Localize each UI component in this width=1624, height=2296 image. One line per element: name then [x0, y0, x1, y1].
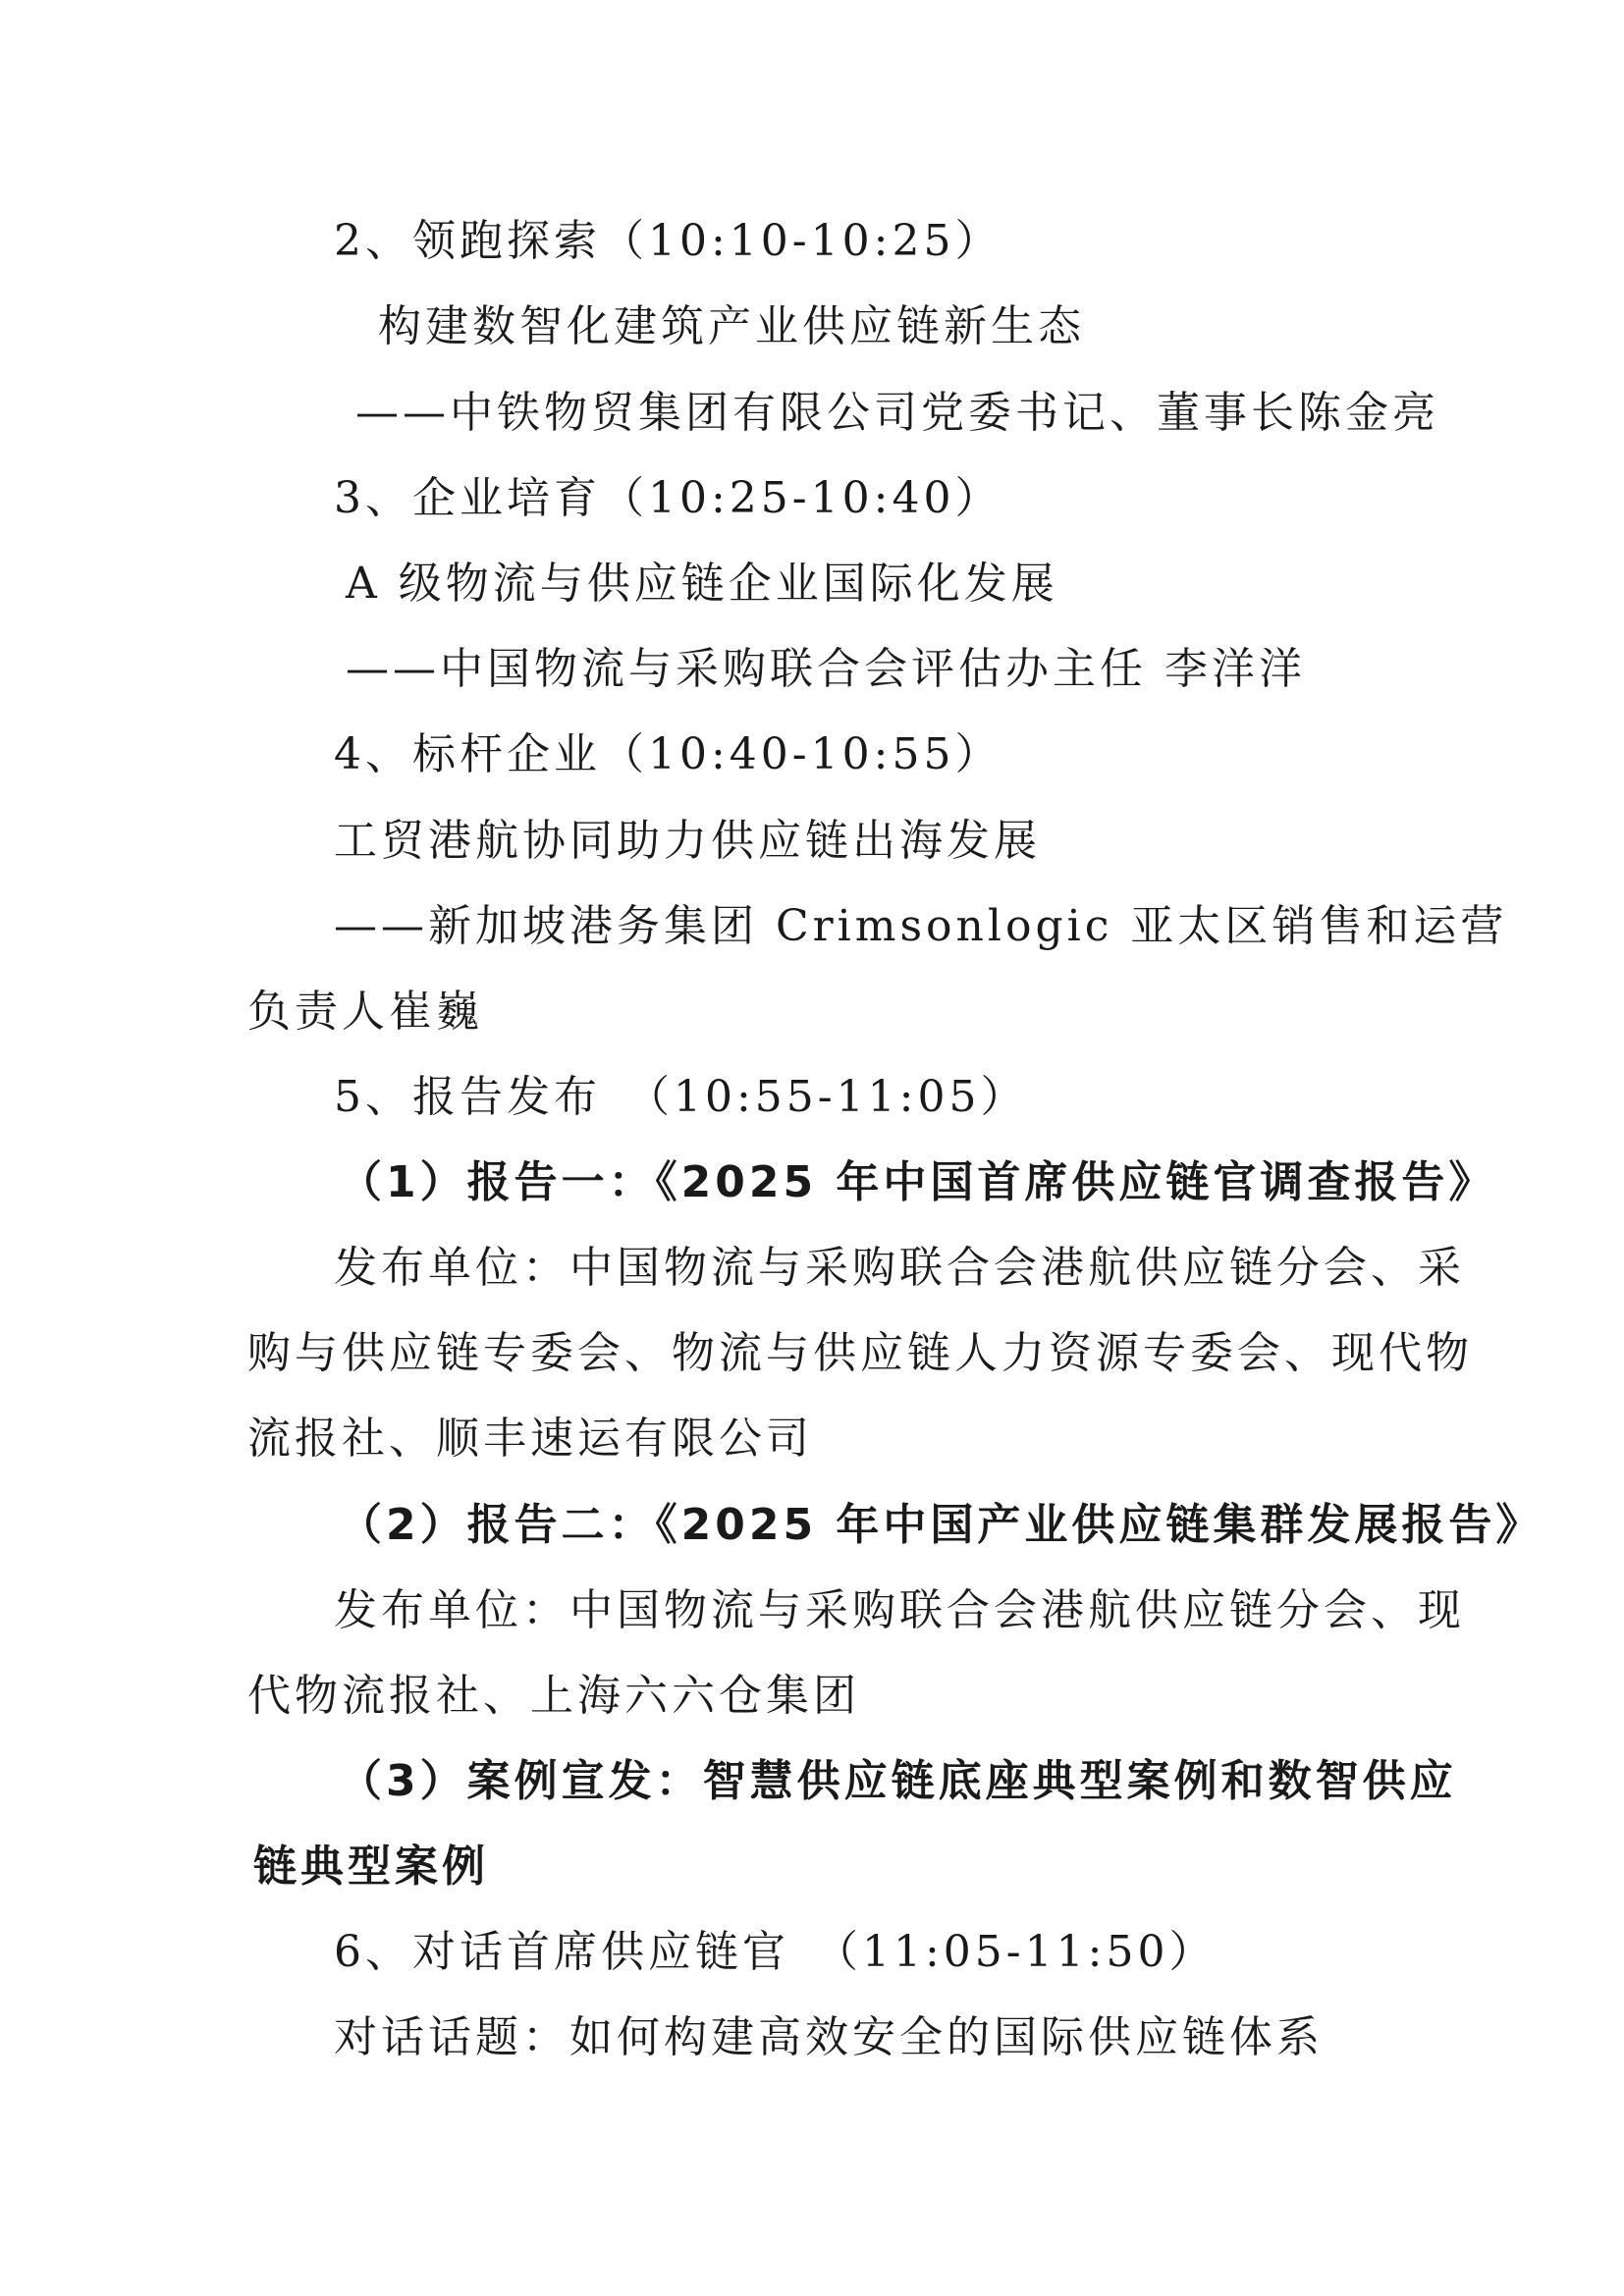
speaker-line: ——中铁物贸集团有限公司党委书记、董事长陈金亮 [355, 388, 1439, 438]
speaker-line: ——中国物流与采购联合会评估办主任 李洋洋 [346, 644, 1306, 694]
section-heading: 6、对话首席供应链官 （11:05-11:50） [334, 1927, 1217, 1977]
report-title: （1）报告一：《2025 年中国首席供应链官调查报告》 [339, 1157, 1496, 1207]
publisher-line: 代物流报社、上海六六仓集团 [247, 1671, 860, 1721]
talk-title: 构建数智化建筑产业供应链新生态 [378, 301, 1085, 351]
cases-title: （3）案例宣发：智慧供应链底座典型案例和数智供应 [339, 1756, 1457, 1806]
talk-title: A 级物流与供应链企业国际化发展 [346, 559, 1058, 609]
section-heading: 3、企业培育（10:25-10:40） [334, 473, 1002, 523]
speaker-line: ——新加坡港务集团 Crimsonlogic 亚太区销售和运营 [334, 901, 1508, 951]
section-heading: 5、报告发布 （10:55-11:05） [334, 1072, 1028, 1122]
cases-title: 链典型案例 [253, 1842, 489, 1892]
publisher-line: 购与供应链专委会、物流与供应链人力资源专委会、现代物 [247, 1328, 1473, 1378]
report-title: （2）报告二：《2025 年中国产业供应链集群发展报告》 [339, 1500, 1543, 1550]
talk-title: 工贸港航协同助力供应链出海发展 [334, 816, 1041, 866]
speaker-line: 负责人崔巍 [247, 987, 483, 1037]
publisher-line: 流报社、顺丰速运有限公司 [247, 1414, 813, 1464]
section-heading: 2、领跑探索（10:10-10:25） [334, 216, 1002, 266]
section-heading: 4、标杆企业（10:40-10:55） [334, 729, 1002, 779]
dialogue-topic: 对话话题：如何构建高效安全的国际供应链体系 [334, 2012, 1324, 2062]
publisher-line: 发布单位：中国物流与采购联合会港航供应链分会、采 [334, 1243, 1465, 1293]
publisher-line: 发布单位：中国物流与采购联合会港航供应链分会、现 [334, 1585, 1465, 1635]
